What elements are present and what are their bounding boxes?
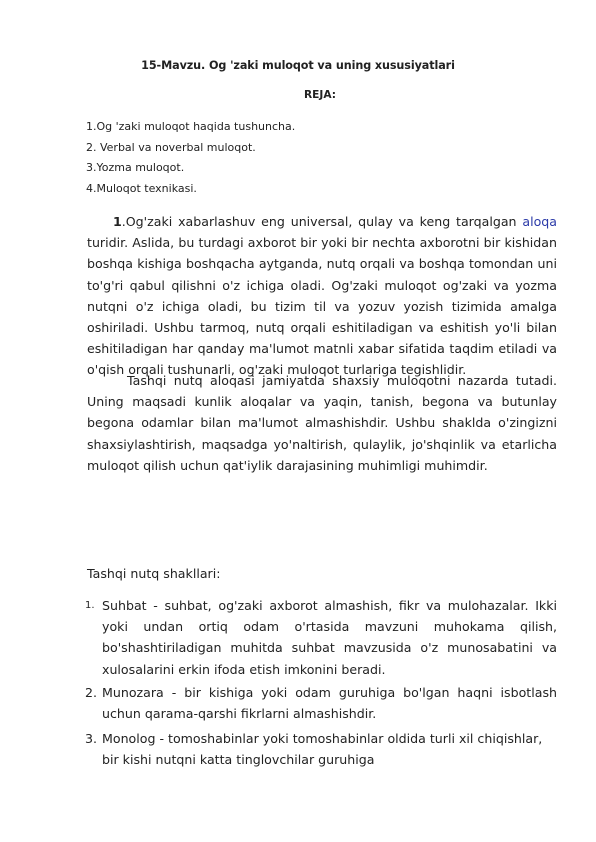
plan-item: 2. Verbal va noverbal muloqot. bbox=[86, 140, 256, 154]
list-marker: 3. bbox=[85, 731, 98, 747]
aloqa-link[interactable]: aloqa bbox=[522, 214, 557, 229]
list-item-text: Monolog - tomoshabinlar yoki tomoshabinlar oldida turli xil chiqishlar, bir kishi nutqni katta tinglovchilar guruhiga bbox=[102, 731, 543, 768]
plan-item: 4.Muloqot texnikasi. bbox=[86, 181, 197, 195]
plan-item: 1.Og 'zaki muloqot haqida tushuncha. bbox=[86, 120, 296, 133]
list-item-text: Suhbat - suhbat, og'zaki axborot almashish, fikr va mulohazalar. Ikki yoki undan ortiq odam o'rtasida mavzuni muhokama qilish, bo'shashtiriladigan muhitda suhbat mavzusida o'z munosabatini va xulosalarini erkin ifoda etish imkonini beradi. bbox=[102, 598, 557, 677]
forms-list bbox=[85, 595, 557, 771]
paragraph-text: .Og'zaki xabarlashuv eng universal, qulay va keng tarqalgan bbox=[121, 214, 523, 229]
list-item bbox=[85, 728, 557, 770]
list-item-text: Munozara - bir kishiga yoki odam guruhiga bo'lgan haqni isbotlash uchun qarama-qarshi fikrlarni almashishdir. bbox=[102, 684, 557, 722]
list-marker: 2. bbox=[85, 684, 98, 700]
list-marker: 1. bbox=[85, 600, 95, 611]
forms-heading: Tashqi nutq shakllari: bbox=[87, 566, 221, 581]
paragraph-number: 1 bbox=[113, 214, 122, 229]
plan-list bbox=[86, 117, 295, 199]
paragraph-text: turidir. Aslida, bu turdagi axborot bir yoki bir nechta axborotni bir kishidan boshqa kishiga boshqacha aytganda, nutq orqali va boshqa tomondan uni to'g'ri qabul qilishni o'z ichiga oladi. Og'zaki muloqot og'zaki va yozma nutqni o'z ichiga oladi, bu tizim til va yozuv yozish tizimida amalga oshiriladi. Ushbu tarmoq, nutq orqali eshitiladigan va eshitish yo'li bilan eshitiladigan har qanday ma'lumot matnli xabar sifatida taqdim etiladi va o'qish orqali tushunarli, og'zaki muloqot turlariga tegishlidir. bbox=[87, 235, 557, 378]
paragraph-external-speech: Tashqi nutq aloqasi jamiyatda shaxsiy muloqotni nazarda tutadi. Uning maqsadi kunlik aloqalar va yaqin, tanish, begona va butunlay begona odamlar bilan ma'lumot almashishdir. Ushbu shaklda o'zingizni shaxsiylashtirish, maqsadga yo'naltirish, qulaylik, jo'shqinlik va etarlicha muloqot qilish uchun qat'iylik darajasining muhimligi muhimdir. bbox=[87, 373, 557, 473]
paragraph-oral-communication bbox=[87, 211, 557, 381]
document-title: 15-Mavzu. Og 'zaki muloqot va uning xususiyatlari bbox=[141, 59, 455, 72]
list-item bbox=[85, 595, 557, 680]
list-item bbox=[85, 682, 557, 724]
plan-item: 3.Yozma muloqot. bbox=[86, 161, 185, 174]
plan-heading: REJA: bbox=[304, 89, 336, 101]
